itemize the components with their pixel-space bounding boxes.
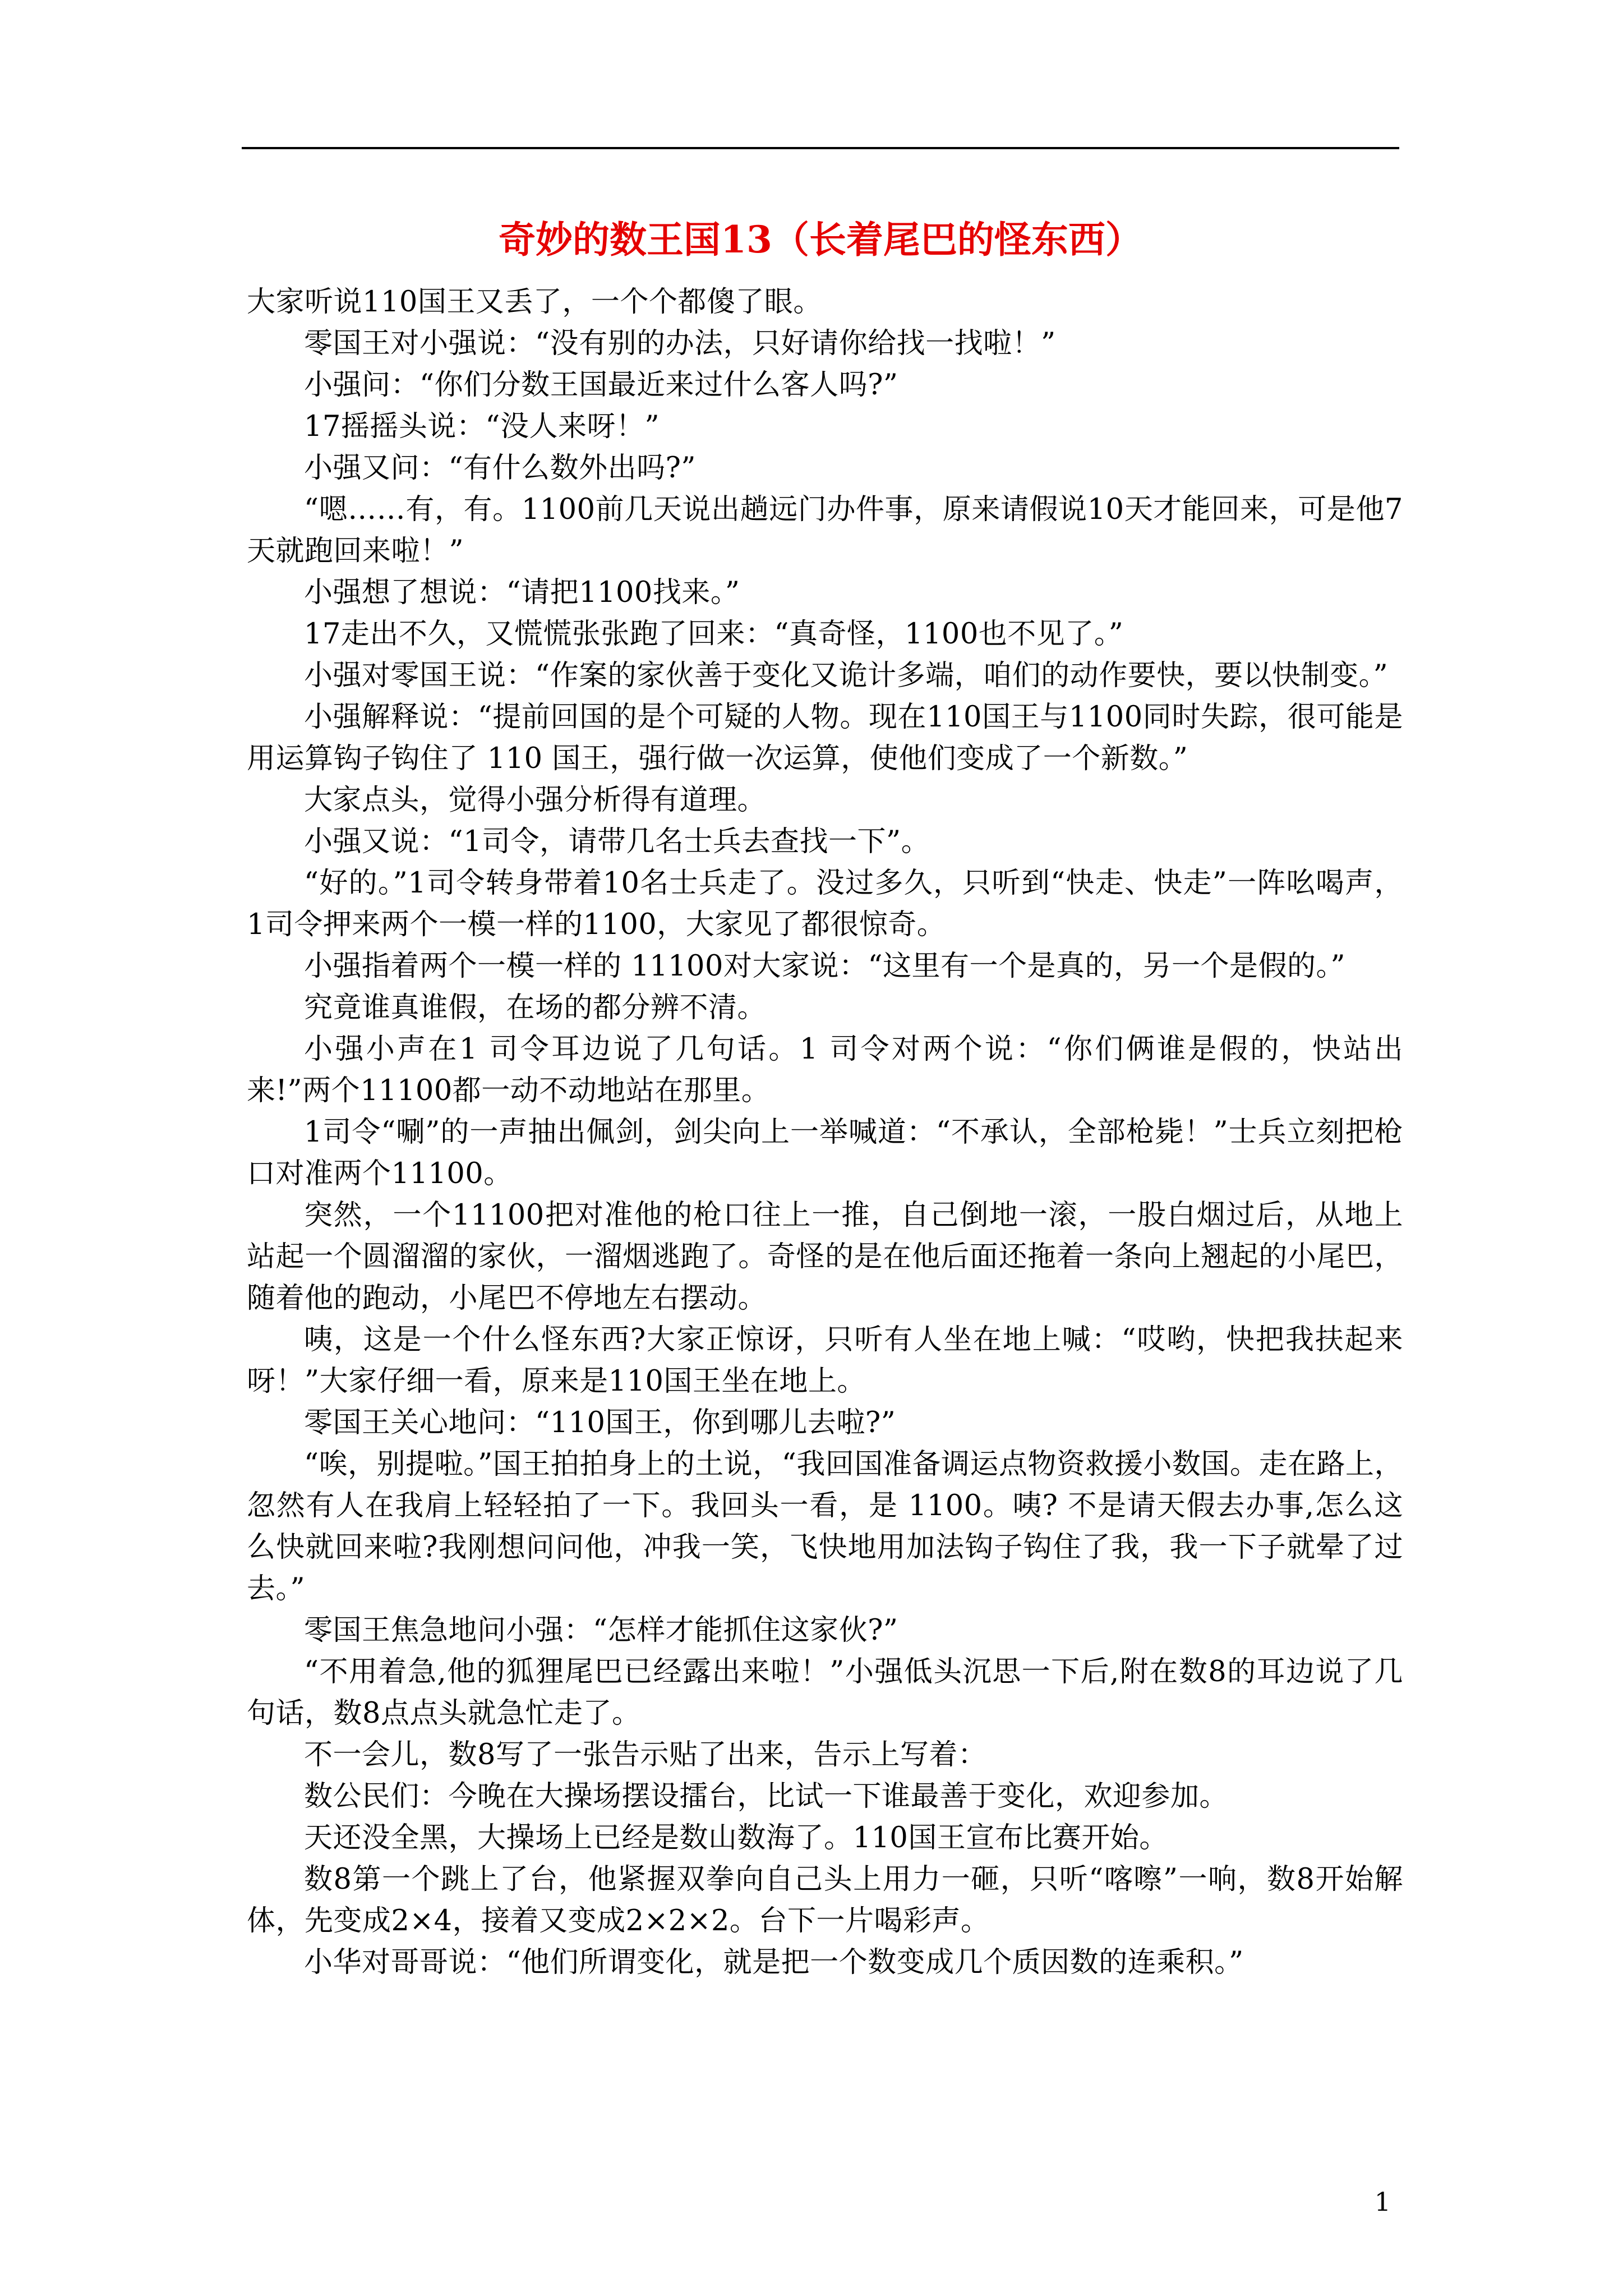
- paragraph: 小强又说：“1司令，请带几名士兵去查找一下”。: [304, 825, 930, 858]
- paragraph: 小强解释说：“提前回国的是个可疑的人物。现在110国王与1100同时失踪，很可能是用运算钩子钩住了 110 国王，强行做一次运算，使他们变成了一个新数。”: [247, 701, 1403, 775]
- paragraph: 大家点头，觉得小强分析得有道理。: [304, 784, 767, 817]
- paragraph: 小强想了想说：“请把1100找来。”: [304, 576, 740, 609]
- paragraph: “唉，别提啦。”国王拍拍身上的土说，“我回国准备调运点物资救援小数国。走在路上，忽然有人在我肩上轻轻拍了一下。我回头一看，是 1100。咦? 不是请天假去办事,怎么这么快就回来啦?我刚想问问他，冲我一笑，飞快地用加法钩子钩住了我，我一下子就晕了过去。”: [247, 1448, 1403, 1605]
- paragraph: 咦，这是一个什么怪东西?大家正惊讶，只听有人坐在地上喊：“哎哟，快把我扶起来呀！”大家仔细一看，原来是110国王坐在地上。: [247, 1323, 1403, 1398]
- page-title: 奇妙的数王国13（长着尾巴的怪东西）: [499, 218, 1142, 261]
- paragraph: 17摇摇头说：“没人来呀！”: [304, 410, 660, 443]
- paragraph: 小强问：“你们分数王国最近来过什么客人吗?”: [304, 369, 898, 402]
- body-text: [247, 282, 1403, 1984]
- paragraph: 小强又问：“有什么数外出吗?”: [304, 452, 696, 485]
- paragraph: 数8第一个跳上了台，他紧握双拳向自己头上用力一砸，只听“喀嚓”一响，数8开始解体，先变成2×4，接着又变成2×2×2。台下一片喝彩声。: [247, 1863, 1403, 1938]
- paragraph: 数公民们：今晚在大操场摆设擂台，比试一下谁最善于变化，欢迎参加。: [304, 1780, 1229, 1813]
- page-number: 1: [1374, 2187, 1391, 2217]
- paragraph: 17走出不久，又慌慌张张跑了回来：“真奇怪，1100也不见了。”: [304, 618, 1124, 651]
- paragraph: 零国王对小强说：“没有别的办法，只好请你给找一找啦！”: [304, 327, 1056, 360]
- paragraph: 不一会儿，数8写了一张告示贴了出来，告示上写着：: [304, 1738, 987, 1772]
- paragraph: “好的。”1司令转身带着10名士兵走了。没过多久，只听到“快走、快走”一阵吆喝声，1司令押来两个一模一样的1100，大家见了都很惊奇。: [247, 867, 1403, 941]
- paragraph: 天还没全黑，大操场上已经是数山数海了。110国王宣布比赛开始。: [304, 1821, 1168, 1855]
- paragraph: 零国王关心地问：“110国王，你到哪儿去啦?”: [304, 1406, 896, 1439]
- header-rule: [242, 147, 1399, 149]
- paragraph: 小华对哥哥说：“他们所谓变化，就是把一个数变成几个质因数的连乘积。”: [304, 1946, 1244, 1979]
- paragraph: 究竟谁真谁假，在场的都分辨不清。: [304, 991, 767, 1024]
- paragraph: “嗯……有，有。1100前几天说出趟远门办件事，原来请假说10天才能回来，可是他7天就跑回来啦！”: [247, 493, 1403, 568]
- paragraph: 小强对零国王说：“作案的家伙善于变化又诡计多端，咱们的动作要快，要以快制变。”: [304, 659, 1389, 692]
- paragraph: “不用着急,他的狐狸尾巴已经露出来啦！”小强低头沉思一下后,附在数8的耳边说了几句话，数8点点头就急忙走了。: [247, 1655, 1403, 1730]
- paragraph: 小强指着两个一模一样的 11100对大家说：“这里有一个是真的，另一个是假的。”: [304, 950, 1346, 983]
- paragraph: 突然，一个11100把对准他的枪口往上一推，自己倒地一滚，一股白烟过后，从地上站起一个圆溜溜的家伙，一溜烟逃跑了。奇怪的是在他后面还拖着一条向上翘起的小尾巴，随着他的跑动，小尾巴不停地左右摆动。: [247, 1199, 1403, 1315]
- paragraph: 1司令“唰”的一声抽出佩剑，剑尖向上一举喊道：“不承认，全部枪毙！”士兵立刻把枪口对准两个11100。: [247, 1116, 1403, 1190]
- paragraph: 大家听说110国王又丢了，一个个都傻了眼。: [247, 286, 822, 319]
- paragraph: 小强小声在1 司令耳边说了几句话。1 司令对两个说：“你们俩谁是假的，快站出来!”两个11100都一动不动地站在那里。: [247, 1033, 1403, 1107]
- paragraph: 零国王焦急地问小强：“怎样才能抓住这家伙?”: [304, 1614, 898, 1647]
